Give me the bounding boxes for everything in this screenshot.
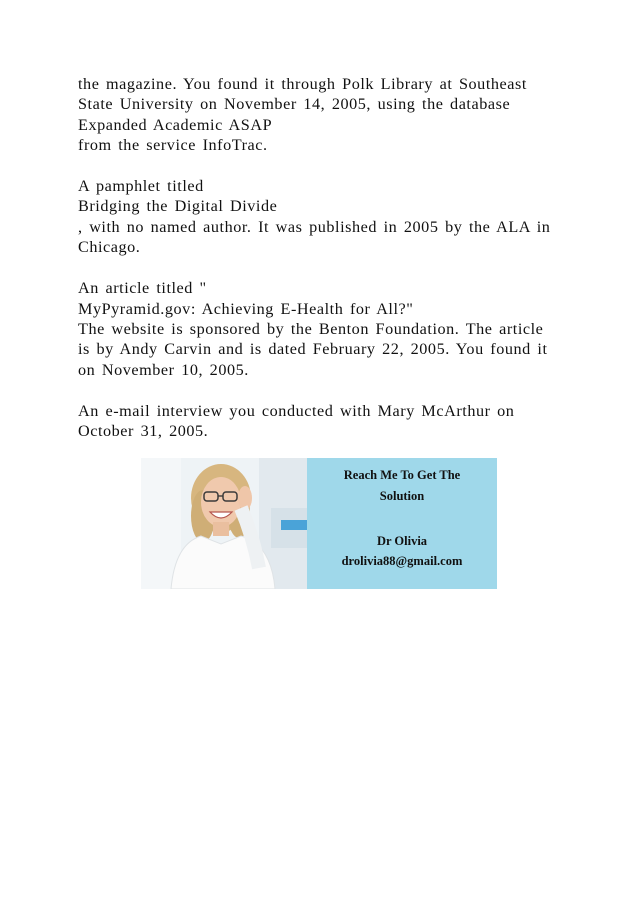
text-line: The website is sponsored by the Benton Foundation. The article [78, 319, 544, 338]
contact-box[interactable] [307, 458, 497, 589]
text-line: the magazine. You found it through Polk Library at Southeast [78, 75, 527, 93]
ad-email-link[interactable]: drolivia88@gmail.com [341, 554, 463, 568]
document-body [78, 74, 568, 462]
text-line: MyPyramid.gov: Achieving E-Health for All?" [78, 299, 414, 318]
text-line: on November 10, 2005. [78, 360, 249, 379]
paragraph-interview-citation [78, 401, 568, 442]
text-line: , with no named author. It was published in 2005 by the ALA in [78, 217, 551, 236]
text-line: A pamphlet titled [78, 177, 204, 196]
text-line: An article titled " [78, 279, 207, 298]
advertisement-banner[interactable] [141, 458, 497, 589]
ad-headline-line2: Solution [379, 489, 425, 503]
text-line: from the service InfoTrac. [78, 135, 268, 154]
ad-headline-line1: Reach Me To Get The [343, 468, 461, 482]
paragraph-magazine-citation [78, 74, 568, 155]
woman-photo-illustration [141, 458, 307, 589]
ad-contact-name: Dr Olivia [376, 534, 428, 548]
text-line: An e-mail interview you conducted with Mary McArthur on [78, 401, 515, 420]
text-line: Expanded Academic ASAP [78, 115, 273, 134]
text-line: Chicago. [78, 238, 141, 257]
text-line: Bridging the Digital Divide [78, 197, 278, 216]
woman-photo [141, 458, 307, 589]
paragraph-article-citation [78, 278, 568, 379]
paragraph-pamphlet-citation [78, 176, 568, 257]
text-line: is by Andy Carvin and is dated February 22, 2005. You found it [78, 340, 548, 359]
text-line: October 31, 2005. [78, 422, 209, 441]
text-line: State University on November 14, 2005, using the database [78, 95, 511, 114]
